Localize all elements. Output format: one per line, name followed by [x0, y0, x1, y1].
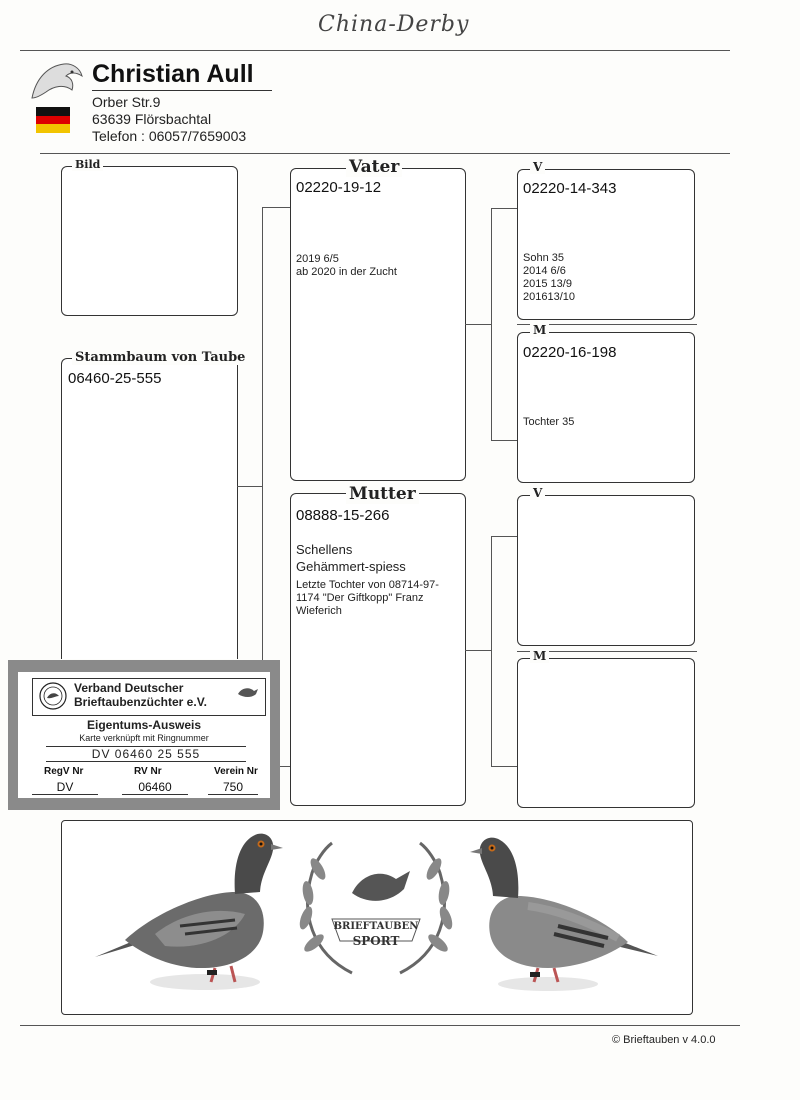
father-label: Vater: [346, 157, 402, 177]
father-father-label: V: [530, 160, 545, 174]
breeder-city: 63639 Flörsbachtal: [92, 111, 212, 127]
card-org-line2: Brieftaubenzüchter e.V.: [74, 695, 207, 709]
mother-father-box: [517, 495, 695, 646]
connector: [491, 208, 492, 440]
father-note: ab 2020 in der Zucht: [296, 266, 397, 278]
connector: [465, 324, 491, 325]
dove-icon: [236, 684, 260, 700]
father-ring-number: 02220-19-12: [296, 179, 382, 196]
connector: [491, 536, 492, 766]
father-father-note: 2015 13/9: [523, 278, 572, 290]
mother-box: [290, 493, 466, 806]
right-pigeon-image: [468, 826, 668, 1001]
connector: [465, 650, 491, 651]
mother-ring-number: 08888-15-266: [296, 507, 390, 524]
mother-note: Letzte Tochter von 08714-97-: [296, 579, 439, 591]
card-col3-label: Verein Nr: [214, 766, 258, 777]
card-col1-value: DV: [32, 780, 98, 795]
father-father-note: 201613/10: [523, 291, 575, 303]
photo-label: Bild: [72, 158, 103, 171]
header-rule: [40, 153, 730, 154]
top-rule: [20, 50, 730, 51]
father-box: [290, 168, 466, 481]
eagle-logo-icon: [28, 58, 86, 102]
connector: [262, 207, 290, 208]
mother-name: Schellens: [296, 542, 353, 557]
association-seal-icon: [38, 681, 68, 711]
mother-mother-box: [517, 658, 695, 808]
subject-ring-number: 06460-25-555: [68, 370, 162, 387]
pedigree-subject-label: Stammbaum von Taube: [72, 350, 248, 365]
card-col2-value: 06460: [122, 780, 188, 795]
card-col2-label: RV Nr: [134, 766, 162, 777]
pedigree-subject-box: [61, 358, 238, 659]
ownership-card: [8, 660, 280, 810]
photo-box: [61, 166, 238, 316]
card-ring-number: DV 06460 25 555: [46, 746, 246, 762]
connector: [491, 536, 517, 537]
connector: [491, 440, 517, 441]
left-pigeon-image: [85, 822, 285, 1002]
card-title: Eigentums-Ausweis: [86, 718, 202, 732]
father-father-note: 2014 6/6: [523, 265, 566, 277]
mother-father-label: V: [530, 486, 545, 500]
connector: [237, 486, 262, 487]
footer-copyright: © Brieftauben v 4.0.0: [612, 1034, 716, 1046]
breeder-phone: Telefon : 06057/7659003: [92, 128, 247, 144]
connector: [491, 208, 517, 209]
footer-rule: [20, 1025, 740, 1026]
breeder-name: Christian Aull: [92, 60, 272, 91]
card-org-line1: Verband Deutscher: [74, 681, 184, 695]
father-mother-note: Tochter 35: [523, 416, 575, 428]
mother-note: Wieferich: [296, 605, 342, 617]
mother-label: Mutter: [346, 484, 419, 504]
mother-note: 1174 "Der Giftkopp" Franz: [296, 592, 424, 604]
laurel-wreath-icon: [292, 833, 460, 983]
handwritten-note: China-Derby: [318, 12, 470, 37]
card-col1-label: RegV Nr: [44, 766, 84, 777]
german-flag-icon: [36, 107, 70, 133]
card-subtitle: Karte verknüpft mit Ringnummer: [79, 733, 209, 743]
mother-mother-label: M: [530, 649, 549, 663]
father-mother-ring-number: 02220-16-198: [523, 344, 617, 361]
connector: [491, 766, 517, 767]
father-mother-label: M: [530, 323, 549, 337]
father-father-note: Sohn 35: [523, 252, 564, 264]
father-father-ring-number: 02220-14-343: [523, 180, 617, 197]
mother-name: Gehämmert-spiess: [296, 559, 406, 574]
emblem-text-line2: SPORT: [352, 934, 400, 948]
emblem-text-line1: BRIEFTAUBEN: [333, 921, 419, 932]
breeder-street: Orber Str.9: [92, 94, 161, 110]
card-col3-value: 750: [208, 780, 258, 795]
father-note: 2019 6/5: [296, 253, 339, 265]
